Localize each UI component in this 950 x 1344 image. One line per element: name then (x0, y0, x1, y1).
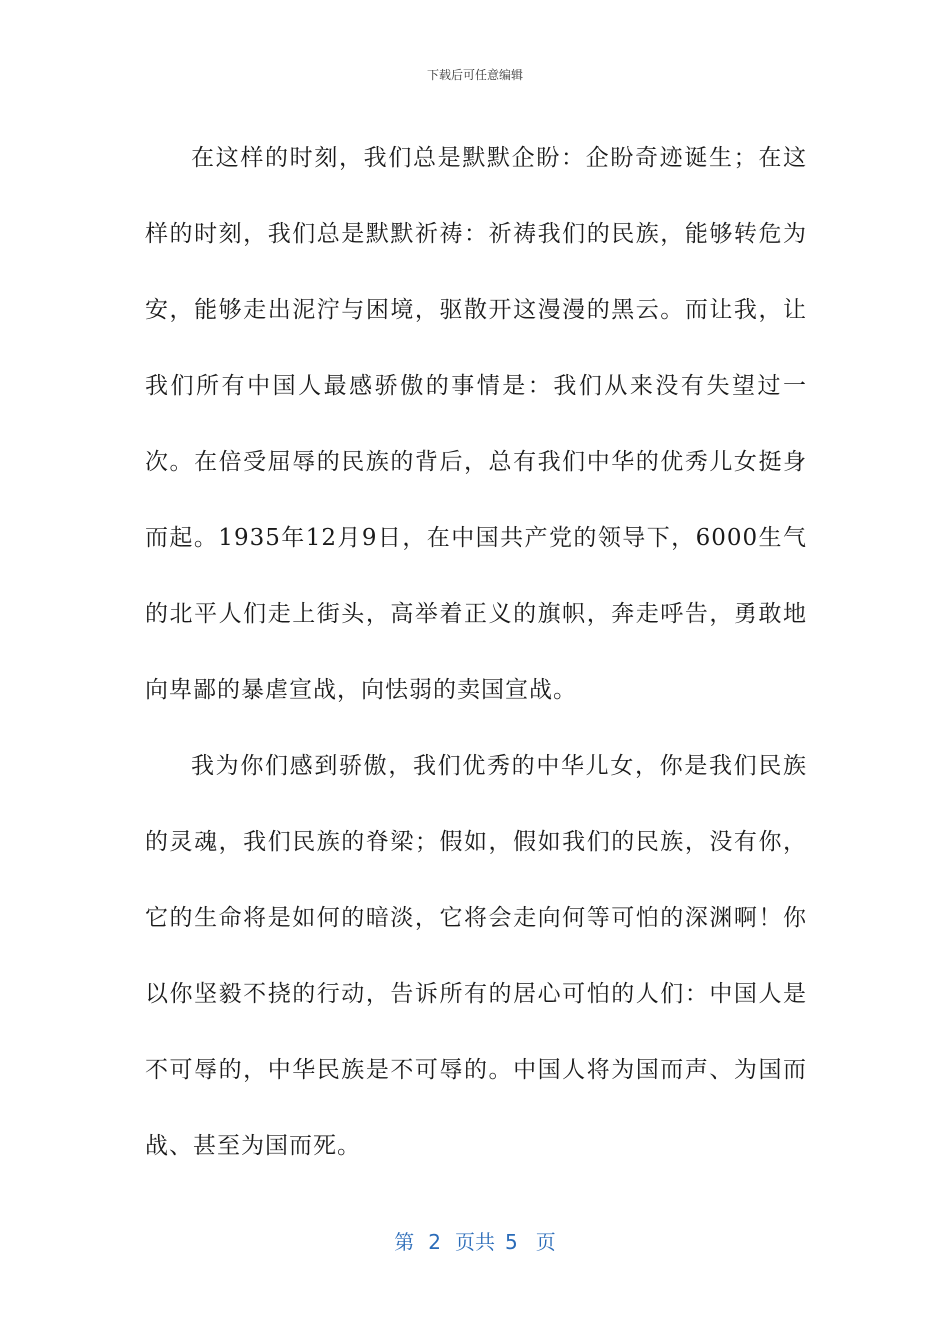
page-footer (0, 1226, 950, 1255)
paragraph-2: 我为你们感到骄傲，我们优秀的中华儿女，你是我们民族的灵魂，我们民族的脊梁；假如，假如我们的民族，没有你，它的生命将是如何的暗淡，它将会走向何等可怕的深渊啊！你以你坚毅不挠的行动，告诉所有的居心可怕的人们：中国人是不可辱的，中华民族是不可辱的。中国人将为国而声、为国而战、甚至为国而死。 (145, 753, 807, 1159)
header-note: 下载后可任意编辑 (426, 68, 523, 82)
footer-suffix: 页 (535, 1230, 556, 1254)
footer-prefix: 第 (394, 1230, 415, 1254)
paragraph-1: 在这样的时刻，我们总是默默企盼：企盼奇迹诞生；在这样的时刻，我们总是默默祈祷：祈祷我们的民族，能够转危为安，能够走出泥泞与困境，驱散开这漫漫的黑云。而让我，让我们所有中国人最感骄傲的事情是：我们从来没有失望过一次。在倍受屈辱的民族的背后，总有我们中华的优秀儿女挺身而起。1935年12月9日，在中国共产党的领导下，6000生气的北平人们走上街头，高举着正义的旗帜，奔走呼告，勇敢地向卑鄙的暴虐宣战，向怯弱的卖国宣战。 (145, 145, 807, 703)
current-page-number: 2 (428, 1230, 441, 1254)
total-page-count: 5 (505, 1230, 518, 1254)
footer-middle: 页共 (455, 1230, 495, 1254)
document-body (145, 120, 807, 1184)
